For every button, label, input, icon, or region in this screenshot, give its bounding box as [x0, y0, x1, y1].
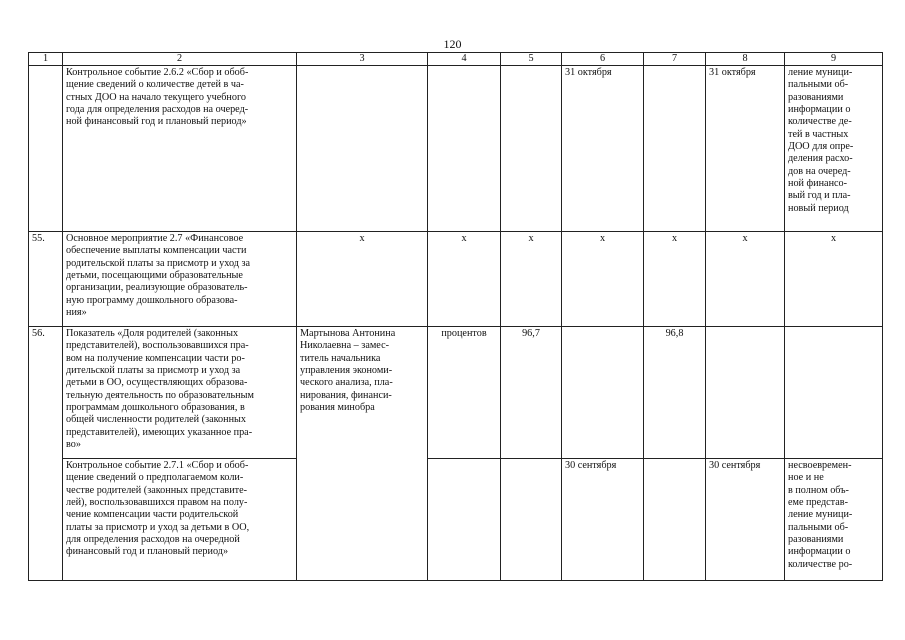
- responsible-cell: [297, 66, 428, 232]
- column-header-4: 4: [428, 53, 501, 66]
- page-number: 120: [443, 37, 462, 51]
- column-header-9: 9: [785, 53, 883, 66]
- date-col6-cell: x: [562, 232, 644, 327]
- date-col8-cell: 30 сентября: [706, 459, 785, 581]
- column-header-3: 3: [297, 53, 428, 66]
- note-col9-cell: [785, 327, 883, 459]
- row-number-cell: 56.: [29, 327, 63, 581]
- column-header-8: 8: [706, 53, 785, 66]
- date-col8-cell: [706, 327, 785, 459]
- date-col6-cell: 30 сентября: [562, 459, 644, 581]
- table-row: [29, 327, 883, 459]
- date-col8-cell: x: [706, 232, 785, 327]
- table-row: [29, 459, 883, 581]
- table-row: [29, 232, 883, 327]
- unit-cell: [428, 66, 501, 232]
- note-col9-cell: ление муници- пальными об- разованиями информации о количестве де- тей в частных ДОО для опре- деления расхо- дов на очеред- ной финансо- вый год и пла- новый период: [785, 66, 883, 232]
- column-header-1: 1: [29, 53, 63, 66]
- date-col6-cell: 31 октября: [562, 66, 644, 232]
- note-col9-cell: x: [785, 232, 883, 327]
- value-col5-cell: x: [501, 232, 562, 327]
- item-name-cell: Контрольное событие 2.7.1 «Сбор и обоб- щение сведений о предполагаемом коли- честве родителей (законных представите- лей), воспользовавшихся правом на полу- чение компенсации части родительской платы за присмотр и уход за детьми в ОО, для определения расходов на очередной финансовый год и плановый период»: [63, 459, 297, 581]
- value-col7-cell: x: [644, 232, 706, 327]
- value-col7-cell: [644, 66, 706, 232]
- unit-cell: процентов: [428, 327, 501, 459]
- column-header-5: 5: [501, 53, 562, 66]
- value-col5-cell: [501, 66, 562, 232]
- item-name-cell: Показатель «Доля родителей (законных представителей), воспользовавшихся пра- вом на получение компенсации части ро- дительской платы за присмотр и уход за детьми в ОО, осуществляющих образова- тельную деятельность по образовательным программам дошкольного образования, в общей численности родителей (законных представителей), имеющих указанное пра- во»: [63, 327, 297, 459]
- unit-cell: x: [428, 232, 501, 327]
- responsible-cell: x: [297, 232, 428, 327]
- row-number-cell: 55.: [29, 232, 63, 327]
- table-row: [29, 66, 883, 232]
- note-col9-cell: несвоевремен- ное и не в полном объ- еме представ- ление муници- пальными об- разованиями информации о количестве ро-: [785, 459, 883, 581]
- value-col5-cell: 96,7: [501, 327, 562, 459]
- column-number-header-row: [29, 53, 883, 66]
- responsible-cell: Мартынова Антонина Николаевна – замес- титель начальника управления экономи- ческого анализа, пла- нирования, финанси- рования минобра: [297, 327, 428, 581]
- plan-table: [28, 52, 883, 581]
- column-header-6: 6: [562, 53, 644, 66]
- date-col6-cell: [562, 327, 644, 459]
- value-col7-cell: [644, 459, 706, 581]
- row-number-cell: [29, 66, 63, 232]
- value-col5-cell: [501, 459, 562, 581]
- column-header-2: 2: [63, 53, 297, 66]
- item-name-cell: Основное мероприятие 2.7 «Финансовое обеспечение выплаты компенсации части родительской платы за присмотр и уход за детьми, посещающими образовательные организации, реализующие образователь- ную программу дошкольного образова- ния»: [63, 232, 297, 327]
- value-col7-cell: 96,8: [644, 327, 706, 459]
- item-name-cell: Контрольное событие 2.6.2 «Сбор и обоб- щение сведений о количестве детей в ча- стных ДОО на начало текущего учебного года для определения расходов на очеред- ной финансовый год и плановый период»: [63, 66, 297, 232]
- unit-cell: [428, 459, 501, 581]
- date-col8-cell: 31 октября: [706, 66, 785, 232]
- column-header-7: 7: [644, 53, 706, 66]
